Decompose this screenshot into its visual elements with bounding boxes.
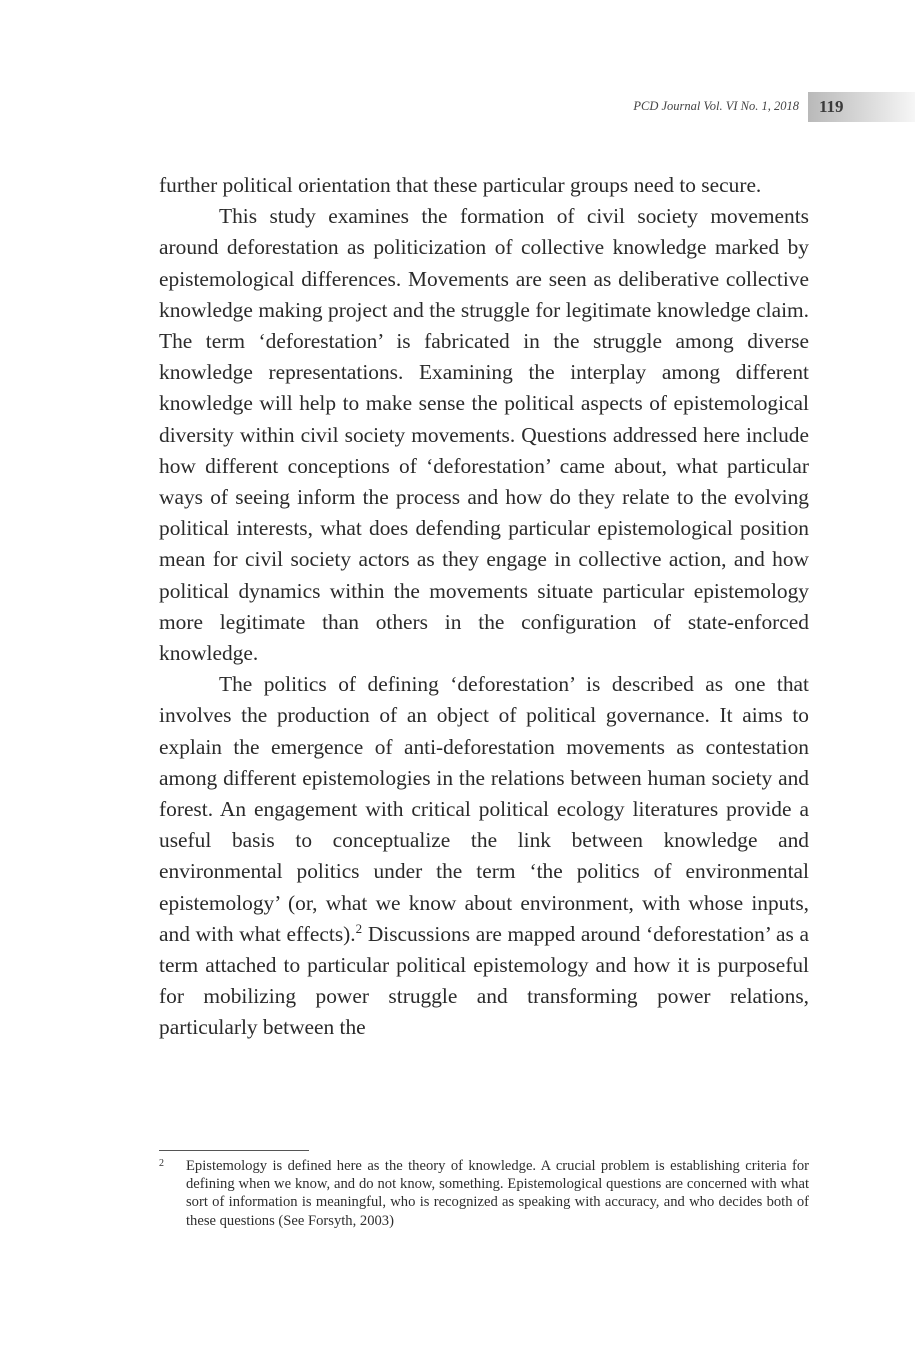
footnote: [159, 1157, 809, 1230]
running-header: [0, 92, 915, 124]
body-text: [159, 170, 809, 1044]
footnote-separator: [159, 1150, 309, 1151]
paragraph-study-overview: This study examines the formation of civil society movements around deforestation as politicization of collective knowledge marked by epistemological differences. Movements are seen as deliberative collective knowledge making project and the struggle for legitimate knowledge claim. The term ‘deforestation’ is fabricated in the struggle among diverse knowledge representations. Examining the interplay among different knowledge will help to make sense the political aspects of epistemological diversity within civil society movements. Questions addressed here include how different conceptions of ‘deforestation’ came about, what particular ways of seeing inform the process and how do they relate to the evolving political interests, what does defending particular epistemological position mean for civil society actors as they engage in collective action, and how political dynamics within the movements situate particular epistemology more legitimate than others in the configuration of state-enforced knowledge.: [159, 204, 809, 666]
footnote-number: 2: [159, 1158, 164, 1169]
journal-reference: PCD Journal Vol. VI No. 1, 2018: [633, 99, 799, 113]
footnote-text: Epistemology is defined here as the theory of knowledge. A crucial problem is establishing criteria for defining when we know, and do not know, something. Epistemological questions are concerned with what sort of information is meaningful, who is recognized as speaking with accuracy, and who decides both of these questions (See Forsyth, 2003): [186, 1158, 809, 1229]
page-number-tab: [808, 92, 915, 122]
page-number: 119: [819, 97, 844, 116]
paragraph-continuation: further political orientation that these particular groups need to secure.: [159, 173, 762, 197]
paragraph-text-part-1: The politics of defining ‘deforestation’ is described as one that involves the production of an object of political governance. It aims to explain the emergence of anti-deforestation movements as contestation among different epistemologies in the relations between human society and forest. An engagement with critical political ecology literatures provide a useful basis to conceptualize the link between knowledge and environmental politics under the term ‘the politics of environmental epistemology’ (or, what we know about environment, with whose inputs, and with what effects).: [159, 672, 809, 946]
paragraph-text-part-2: Discussions are mapped around ‘deforestation’ as a term attached to particular political epistemology and how it is purposeful for mobilizing power struggle and transforming power relations, particularly between the: [159, 921, 809, 1040]
paragraph-politics-of-defining: [159, 669, 809, 1043]
footnote-reference: 2: [355, 920, 363, 936]
